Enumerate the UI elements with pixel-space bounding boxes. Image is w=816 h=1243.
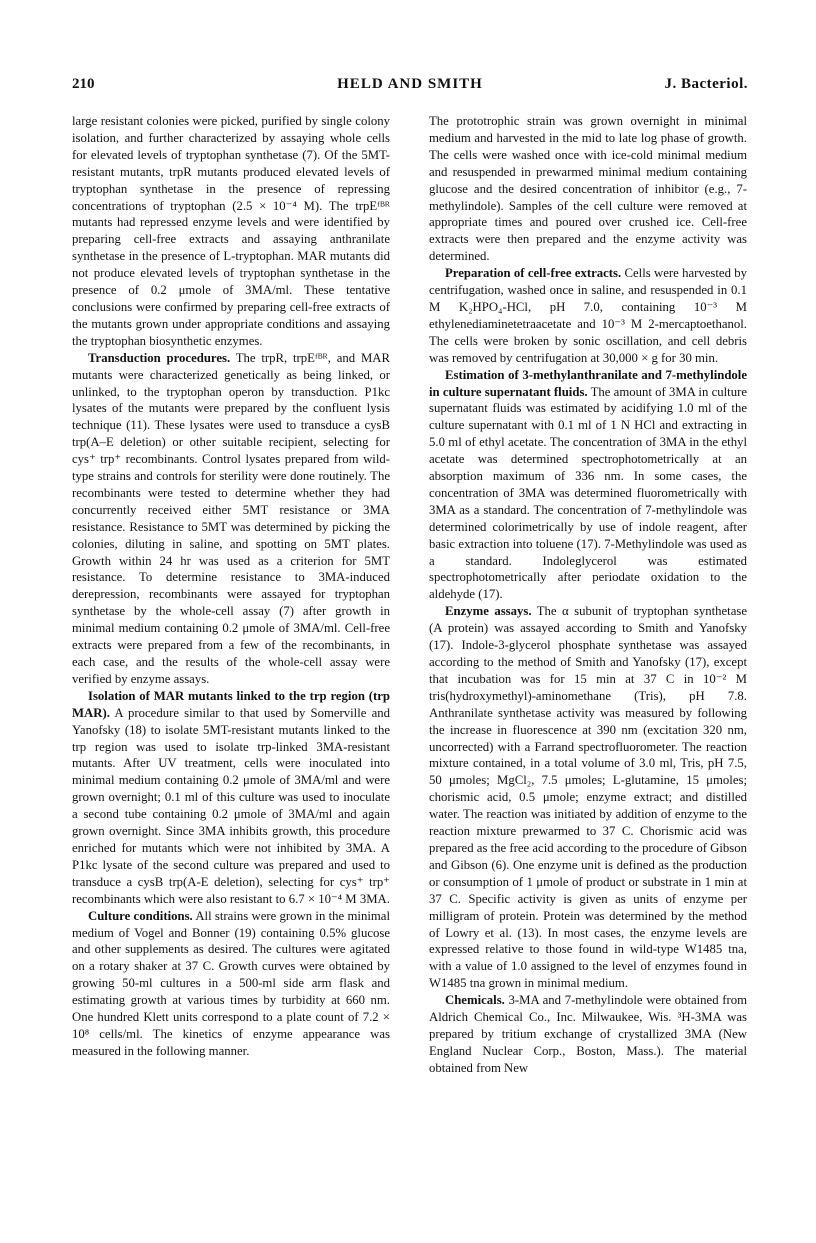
section-heading: Estimation of 3-methylanthranilate and 7-methylindole in culture supernatant fluids. <box>429 367 747 399</box>
paragraph <box>429 992 747 1077</box>
right-column <box>429 113 747 1077</box>
paragraph-text: The amount of 3MA in culture supernatant fluids was estimated by acidifying 1.0 ml of the culture supernatant with 0.1 ml of 1 N HCl and extracting in 5.0 ml of ethyl acetate. The concentration of 3MA in the ethyl acetate was determined spectrophotometrically at an absorption maximum of 336 nm. In some cases, the concentration of 3MA was determined fluorometrically with 3MA as a standard. The concentration of 7-methylindole was determined colorimetrically by use of indole reagent, after basic extraction into toluene (17). 7-Methylindole was used as a standard. Indoleglycerol was estimated spectrophotometrically after periodate oxidation to the aldehyde (17). <box>429 384 747 602</box>
page-number: 210 <box>72 76 95 92</box>
paragraph-text: 3-MA and 7-methylindole were obtained from Aldrich Chemical Co., Inc. Milwaukee, Wis. ³H-3MA was prepared by tritium exchange of crystallized 3MA (New England Nuclear Corp., Boston, Mass.). The material obtained from New <box>429 993 748 1075</box>
paragraph <box>72 688 390 908</box>
journal-name: J. Bacteriol. <box>664 76 748 92</box>
paragraph <box>429 603 747 992</box>
left-column <box>72 113 390 1060</box>
section-heading: Culture conditions. <box>88 908 193 923</box>
section-heading: Enzyme assays. <box>445 604 532 619</box>
paragraph-text: The prototrophic strain was grown overnight in minimal medium and harvested in the mid to late log phase of growth. The cells were washed once with ice-cold minimal medium and resuspended in prewarmed minimal medium containing glucose and the desired concentration of inhibitor (e.g., 7-methylindole). Samples of the cell culture were removed at appropriate times and poured over crushed ice. Cell-free extracts were then prepared and the enzyme activity was determined. <box>429 114 747 264</box>
paragraph <box>72 908 390 1060</box>
running-title: HELD AND SMITH <box>337 76 483 92</box>
paragraph <box>429 367 747 604</box>
paragraph <box>429 265 747 366</box>
section-heading: Isolation of MAR mutants linked to the trp region (trp MAR). <box>72 688 390 720</box>
page-header <box>72 76 748 98</box>
section-heading: Preparation of cell-free extracts. <box>445 266 622 281</box>
paragraph <box>72 350 390 688</box>
section-heading: Transduction procedures. <box>88 350 231 365</box>
paragraph-text: large resistant colonies were picked, purified by single colony isolation, and further characterized by assaying whole cells for elevated levels of tryptophan synthetase (7). Of the 5MT-resistant mutants, trpR mutants produced elevated levels of tryptophan synthetase in the presence of repressing concentrations of tryptophan (2.5 × 10⁻⁴ M). The trpEᶠᴮᴿ mutants had repressed enzyme levels and were identified by preparing cell-free extracts and assaying anthranilate synthetase in the presence of L-tryptophan. MAR mutants did not produce elevated levels of tryptophan synthetase in the presence of 0.2 μmole of 3MA/ml. These tentative conclusions were confirmed by preparing cell-free extracts of the mutants grown under appropriate conditions and assaying the tryptophan biosynthetic enzymes. <box>72 114 390 348</box>
paragraph-text: The α subunit of tryptophan synthetase (A protein) was assayed according to Smith and Yanofsky (17). Indole-3-glycerol phosphate synthetase was assayed according to the method of Smith and Yanofsky (17), except that incubation was for 15 min at 37 C in 10⁻² M tris(hydroxymethyl)-aminomethane (Tris), pH 7.8. Anthranilate synthetase activity was measured by following the increase in fluorescence at 390 nm (excitation 320 nm, uncorrected) with a Farrand spectrofluorometer. The reaction mixture contained, in a total volume of 3.0 ml, Tris, pH 7.5, 50 μmoles; MgCl₂, 7.5 μmoles; L-glutamine, 15 μmoles; chorismic acid, 0.5 μmole; enzyme extract; and distilled water. The reaction was initiated by addition of enzyme to the reaction mixture prewarmed to 37 C. Chorismic acid was prepared as the free acid according to the procedure of Gibson and Gibson (6). One enzyme unit is defined as the production or consumption of 1 μmole of product or substrate in 1 min at 37 C. Specific activity is given as units of enzyme per milligram of protein. Protein was determined by the method of Lowry et al. (13). In most cases, the enzyme levels are expressed relative to those found in wild-type W1485 tna, with a value of 1.0 assigned to the level of enzymes found in W1485 tna grown in minimal medium. <box>429 604 747 991</box>
paragraph-text: The trpR, trpEᶠᴮᴿ, and MAR mutants were characterized genetically as being linked, or unlinked, to the tryptophan operon by transduction. P1kc lysates of the mutants were prepared by the confluent lysis technique (11). These lysates were used to transduce a cysB trp(A–E deletion) or other suitable recipient, selecting for cys⁺ trp⁺ recombinants. Control lysates prepared from wild-type strains and controls for sterility were done routinely. The recombinants were tested to determine whether they had concurrently received either 5MT resistance or 3MA resistance. Resistance to 5MT was determined by picking the colonies, diluting in saline, and spotting on 5MT plates. Growth within 24 hr was used as a criterion for 5MT resistance. To determine resistance to 3MA-induced derepression, recombinants were assayed for tryptophan synthetase by the whole-cell assay (7) after growth in minimal medium containing 0.2 μmole of 3MA/ml. Cell-free extracts were prepared from a few of the recombinants, in each case, and the results of the whole-cell assay were verified by enzyme assays. <box>72 350 390 686</box>
paragraph-text: Cells were harvested by centrifugation, washed once in saline, and resuspended in 0.1 M K₂HPO₄-HCl, pH 7.0, containing 10⁻³ M ethylenediaminetetraacetate and 10⁻³ M 2-mercaptoethanol. The cells were broken by sonic oscillation, and cell debris was removed by centrifugation at 30,000 × g for 30 min. <box>429 266 748 365</box>
paragraph <box>429 113 747 265</box>
paragraph <box>72 113 390 350</box>
paragraph-text: All strains were grown in the minimal medium of Vogel and Bonner (19) containing 0.5% glucose and other supplements as desired. The cultures were agitated on a rotary shaker at 37 C. Growth curves were obtained by growing 50-ml cultures in a 500-ml side arm flask and estimating growth at various times by turbidity at 660 nm. One hundred Klett units correspond to a plate count of 7.2 × 10⁸ cells/ml. The kinetics of enzyme appearance was measured in the following manner. <box>72 908 391 1058</box>
section-heading: Chemicals. <box>445 993 505 1008</box>
paragraph-text: A procedure similar to that used by Somerville and Yanofsky (18) to isolate 5MT-resistant mutants linked to the trp region was used to isolate trp-linked 3MA-resistant mutants. After UV treatment, cells were inoculated into minimal medium containing 0.2 μmole of 3MA/ml and were grown overnight; 0.1 ml of this culture was used to inoculate a second tube containing 0.2 μmole of 3MA/ml and again grown overnight. Since 3MA inhibits growth, this procedure enriched for mutants which were not inhibited by 3MA. A P1kc lysate of the second culture was prepared and used to transduce a cysB trp(A-E deletion), selecting for cys⁺ trp⁺ recombinants which were also resistant to 6.7 × 10⁻⁴ M 3MA. <box>72 705 390 906</box>
